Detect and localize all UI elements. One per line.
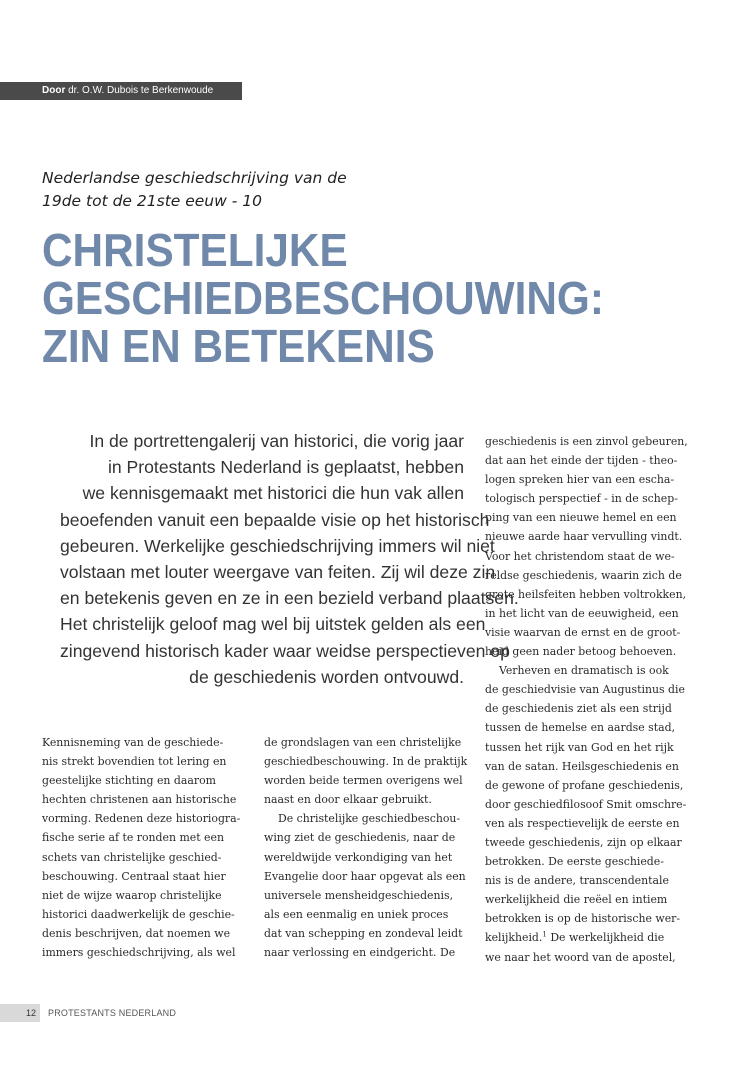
intro-line: in Protestants Nederland is geplaatst, hebben xyxy=(107,457,464,478)
text-line: nis is de andere, transcendentale xyxy=(485,874,669,888)
text-line: de grondslagen van een christelijke xyxy=(264,736,462,749)
text-line: universele mensheidgeschiedenis, xyxy=(264,888,454,902)
text-fragment: kelijkheid. xyxy=(485,931,543,945)
text-line: als een eenmalig en uniek proces xyxy=(264,907,449,921)
text-line: wing ziet de geschiedenis, naar de xyxy=(264,831,456,845)
text-line: ven als respectievelijk de eerste en xyxy=(485,816,680,830)
text-line: beschouwing. Centraal staat hier xyxy=(42,869,226,883)
text-line: fische serie af te ronden met een xyxy=(42,831,224,845)
text-line: visie waarvan de ernst en de groot- xyxy=(485,625,681,639)
text-line: Verheven en dramatisch is ook xyxy=(499,664,669,678)
text-line: dat van schepping en zondeval leidt xyxy=(264,926,463,940)
text-line: in het licht van de eeuwigheid, een xyxy=(485,606,679,620)
text-line: we naar het woord van de apostel, xyxy=(485,950,676,964)
text-line: logen spreken hier van een escha- xyxy=(485,473,675,487)
title-line: GESCHIEDBESCHOUWING: xyxy=(42,272,604,324)
text-line: tussen de hemelse en aardse stad, xyxy=(485,721,676,735)
text-line: de geschiedvisie van Augustinus die xyxy=(485,683,685,697)
text-line: historici daadwerkelijk de geschie- xyxy=(42,907,235,921)
title-line: CHRISTELIJKE xyxy=(42,224,348,276)
intro-line: beoefenden vanuit een bepaalde visie op het historisch xyxy=(60,509,490,530)
text-line: denis beschrijven, dat noemen we xyxy=(42,926,231,940)
text-line: Evangelie door haar opgevat als een xyxy=(264,869,466,883)
page-number: 12 xyxy=(0,1004,40,1022)
text-line: naast en door elkaar gebruikt. xyxy=(264,793,432,807)
text-line: immers geschiedschrijving, als wel xyxy=(42,946,236,960)
text-line: geschiedbeschouwing. In de praktijk xyxy=(264,755,468,769)
text-line: worden beide termen overigens wel xyxy=(264,774,463,788)
article-title xyxy=(42,226,677,370)
text-line: vorming. Redenen deze historiogra- xyxy=(42,812,241,826)
body-column-2 xyxy=(264,733,468,962)
text-line: geschiedenis is een zinvol gebeuren, xyxy=(485,435,688,448)
title-line: ZIN EN BETEKENIS xyxy=(42,320,435,372)
text-line: de geschiedenis ziet als een strijd xyxy=(485,702,672,716)
intro-line: we kennisgemaakt met historici die hun vak allen xyxy=(82,483,464,504)
text-line: reldse geschiedenis, waarin zich de xyxy=(485,568,682,582)
intro-line: In de portrettengalerij van historici, die vorig jaar xyxy=(89,431,464,451)
intro-line: gebeuren. Werkelijke geschiedschrijving immers wil niet xyxy=(60,535,495,556)
text-line: werkelijkheid die reëel en intiem xyxy=(485,893,668,907)
text-line: betrokken is op de historische wer- xyxy=(485,912,681,926)
text-line: geestelijke stichting en daarom xyxy=(42,774,216,788)
intro-line: en betekenis geven en ze in een bezield verband plaatsen. xyxy=(60,588,519,609)
text-line: tologisch perspectief - in de schep- xyxy=(485,492,678,506)
intro-paragraph xyxy=(60,428,519,690)
intro-line: de geschiedenis worden ontvouwd. xyxy=(189,666,464,687)
subtitle-line: 19de tot de 21ste eeuw - 10 xyxy=(42,192,262,210)
text-line: nis strekt bovendien tot lering en xyxy=(42,755,227,769)
text-line: tussen het rijk van God en het rijk xyxy=(485,740,674,754)
text-line: schets van christelijke geschied- xyxy=(42,850,222,864)
text-line: ping van een nieuwe hemel en een xyxy=(485,511,677,525)
publication-name: PROTESTANTS NEDERLAND xyxy=(48,1008,177,1018)
body-column-3 xyxy=(485,432,700,967)
body-column-1 xyxy=(42,733,242,962)
text-line: betrokken. De eerste geschiede- xyxy=(485,855,664,869)
subtitle-line: Nederlandse geschiedschrijving van de xyxy=(42,169,347,187)
text-line: tweede geschiedenis, zijn op elkaar xyxy=(485,835,682,849)
text-line: van de satan. Heilsgeschiedenis en xyxy=(485,759,679,773)
intro-line: zingevend historisch kader waar weidse perspectieven op xyxy=(60,640,510,661)
byline-label: Door xyxy=(42,85,66,96)
text-line xyxy=(485,928,700,947)
text-line: hechten christenen aan historische xyxy=(42,793,237,807)
text-line: De christelijke geschiedbeschou- xyxy=(278,812,461,826)
text-fragment: De werkelijkheid die xyxy=(550,931,665,945)
text-line: Voor het christendom staat de we- xyxy=(485,549,675,563)
text-line: grote heilsfeiten hebben voltrokken, xyxy=(485,587,687,601)
text-line: naar verlossing en eindgericht. De xyxy=(264,946,456,960)
text-line: door geschiedfilosoof Smit omschre- xyxy=(485,797,687,811)
text-line: nieuwe aarde haar vervulling vindt. xyxy=(485,530,683,544)
intro-line: Het christelijk geloof mag wel bij uitstek gelden als een xyxy=(60,614,486,635)
text-line: wereldwijde verkondiging van het xyxy=(264,850,453,864)
text-line: dat aan het einde der tijden - theo- xyxy=(485,454,678,468)
text-line: Kennisneming van de geschiede- xyxy=(42,736,224,749)
byline-bar xyxy=(0,82,242,100)
series-subtitle xyxy=(42,167,462,213)
footnote-marker: 1 xyxy=(542,930,547,939)
text-line: de gewone of profane geschiedenis, xyxy=(485,778,684,792)
text-line: niet de wijze waarop christelijke xyxy=(42,888,222,902)
intro-line: volstaan met louter weergave van feiten. Zij wil deze zin xyxy=(60,562,496,583)
text-line: heid geen nader betoog behoeven. xyxy=(485,645,677,659)
byline-author: dr. O.W. Dubois te Berkenwoude xyxy=(68,85,214,96)
